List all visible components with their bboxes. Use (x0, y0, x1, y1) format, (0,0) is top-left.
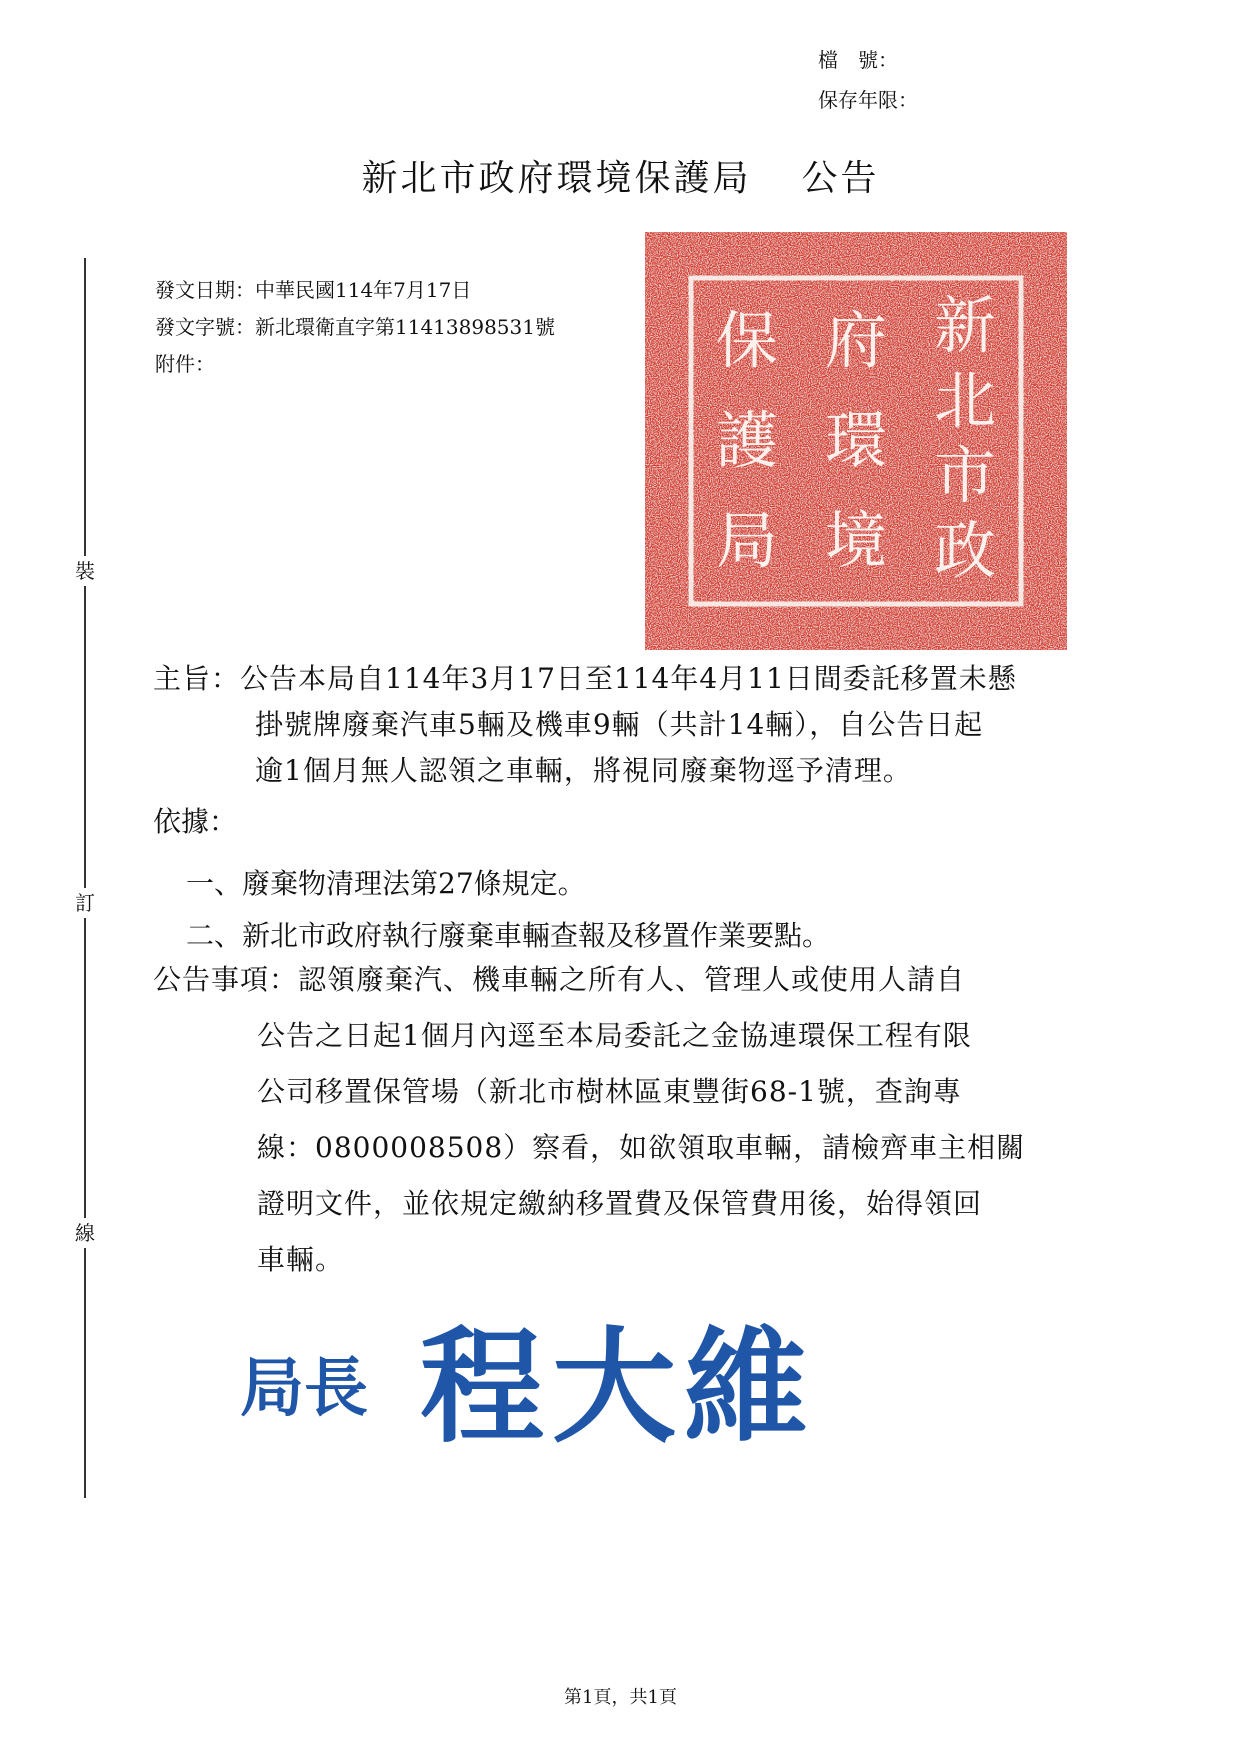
svg-text:局: 局 (715, 504, 779, 577)
notice-line: 線：0800008508）察看，如欲領取車輛，請檢齊車主相關 (257, 1131, 1026, 1164)
notice-line: 公告事項：認領廢棄汽、機車輛之所有人、管理人或使用人請自 (153, 963, 966, 996)
signature-title: 局長 (240, 1351, 368, 1426)
retention-label: 保存年限： (818, 88, 918, 112)
binding-mark-xian: 線 (72, 1218, 98, 1248)
svg-text:府: 府 (824, 304, 888, 377)
document-number: 發文字號：新北環衛直字第11413898531號 (155, 315, 555, 339)
subject-line: 逾1個月無人認領之車輛，將視同廢棄物逕予清理。 (255, 754, 912, 787)
page-number: 第1頁，共1頁 (564, 1687, 677, 1708)
notice-line: 公司移置保管場（新北市樹林區東豐街68-1號，查詢專 (257, 1075, 962, 1108)
attachment: 附件： (155, 352, 215, 376)
official-seal (645, 232, 1067, 650)
svg-text:護: 護 (715, 404, 779, 477)
subject-section (153, 656, 1017, 794)
svg-text:環: 環 (824, 404, 888, 477)
notice-section (153, 952, 1025, 1288)
basis-item: 二、新北市政府執行廢棄車輛查報及移置作業要點。 (186, 919, 831, 952)
notice-line: 證明文件，並依規定繳納移置費及保管費用後，始得領回 (257, 1187, 983, 1220)
svg-text:境: 境 (824, 504, 888, 577)
file-info (818, 40, 918, 120)
subject-line: 主旨：公告本局自114年3月17日至114年4月11日間委託移置未懸 (153, 662, 1017, 695)
notice-line: 車輛。 (257, 1243, 345, 1276)
subject-line: 掛號牌廢棄汽車5輛及機車9輛（共計14輛），自公告日起 (255, 708, 984, 741)
issue-date: 發文日期：中華民國114年7月17日 (155, 278, 472, 302)
signature-name: 程大維 (420, 1315, 817, 1460)
seal-char: 新 (933, 289, 997, 362)
file-number-label: 檔 號： (818, 48, 898, 72)
svg-text:政: 政 (933, 514, 997, 587)
document-meta (155, 272, 555, 383)
agency-name: 新北市政府環境保護局 (361, 158, 752, 199)
basis-list (186, 858, 830, 962)
svg-text:保: 保 (715, 304, 779, 377)
binding-mark-ding: 訂 (72, 888, 98, 918)
svg-text:北: 北 (933, 364, 997, 437)
binding-mark-zhuang: 裝 (72, 556, 98, 586)
document-type: 公告 (801, 158, 880, 199)
page-title (0, 150, 1241, 201)
svg-text:市: 市 (933, 439, 997, 512)
basis-heading: 依據： (153, 805, 238, 838)
basis-item: 一、廢棄物清理法第27條規定。 (186, 867, 586, 900)
binding-line (84, 258, 86, 1498)
director-signature (230, 1290, 850, 1460)
notice-line: 公告之日起1個月內逕至本局委託之金協連環保工程有限 (257, 1019, 972, 1052)
